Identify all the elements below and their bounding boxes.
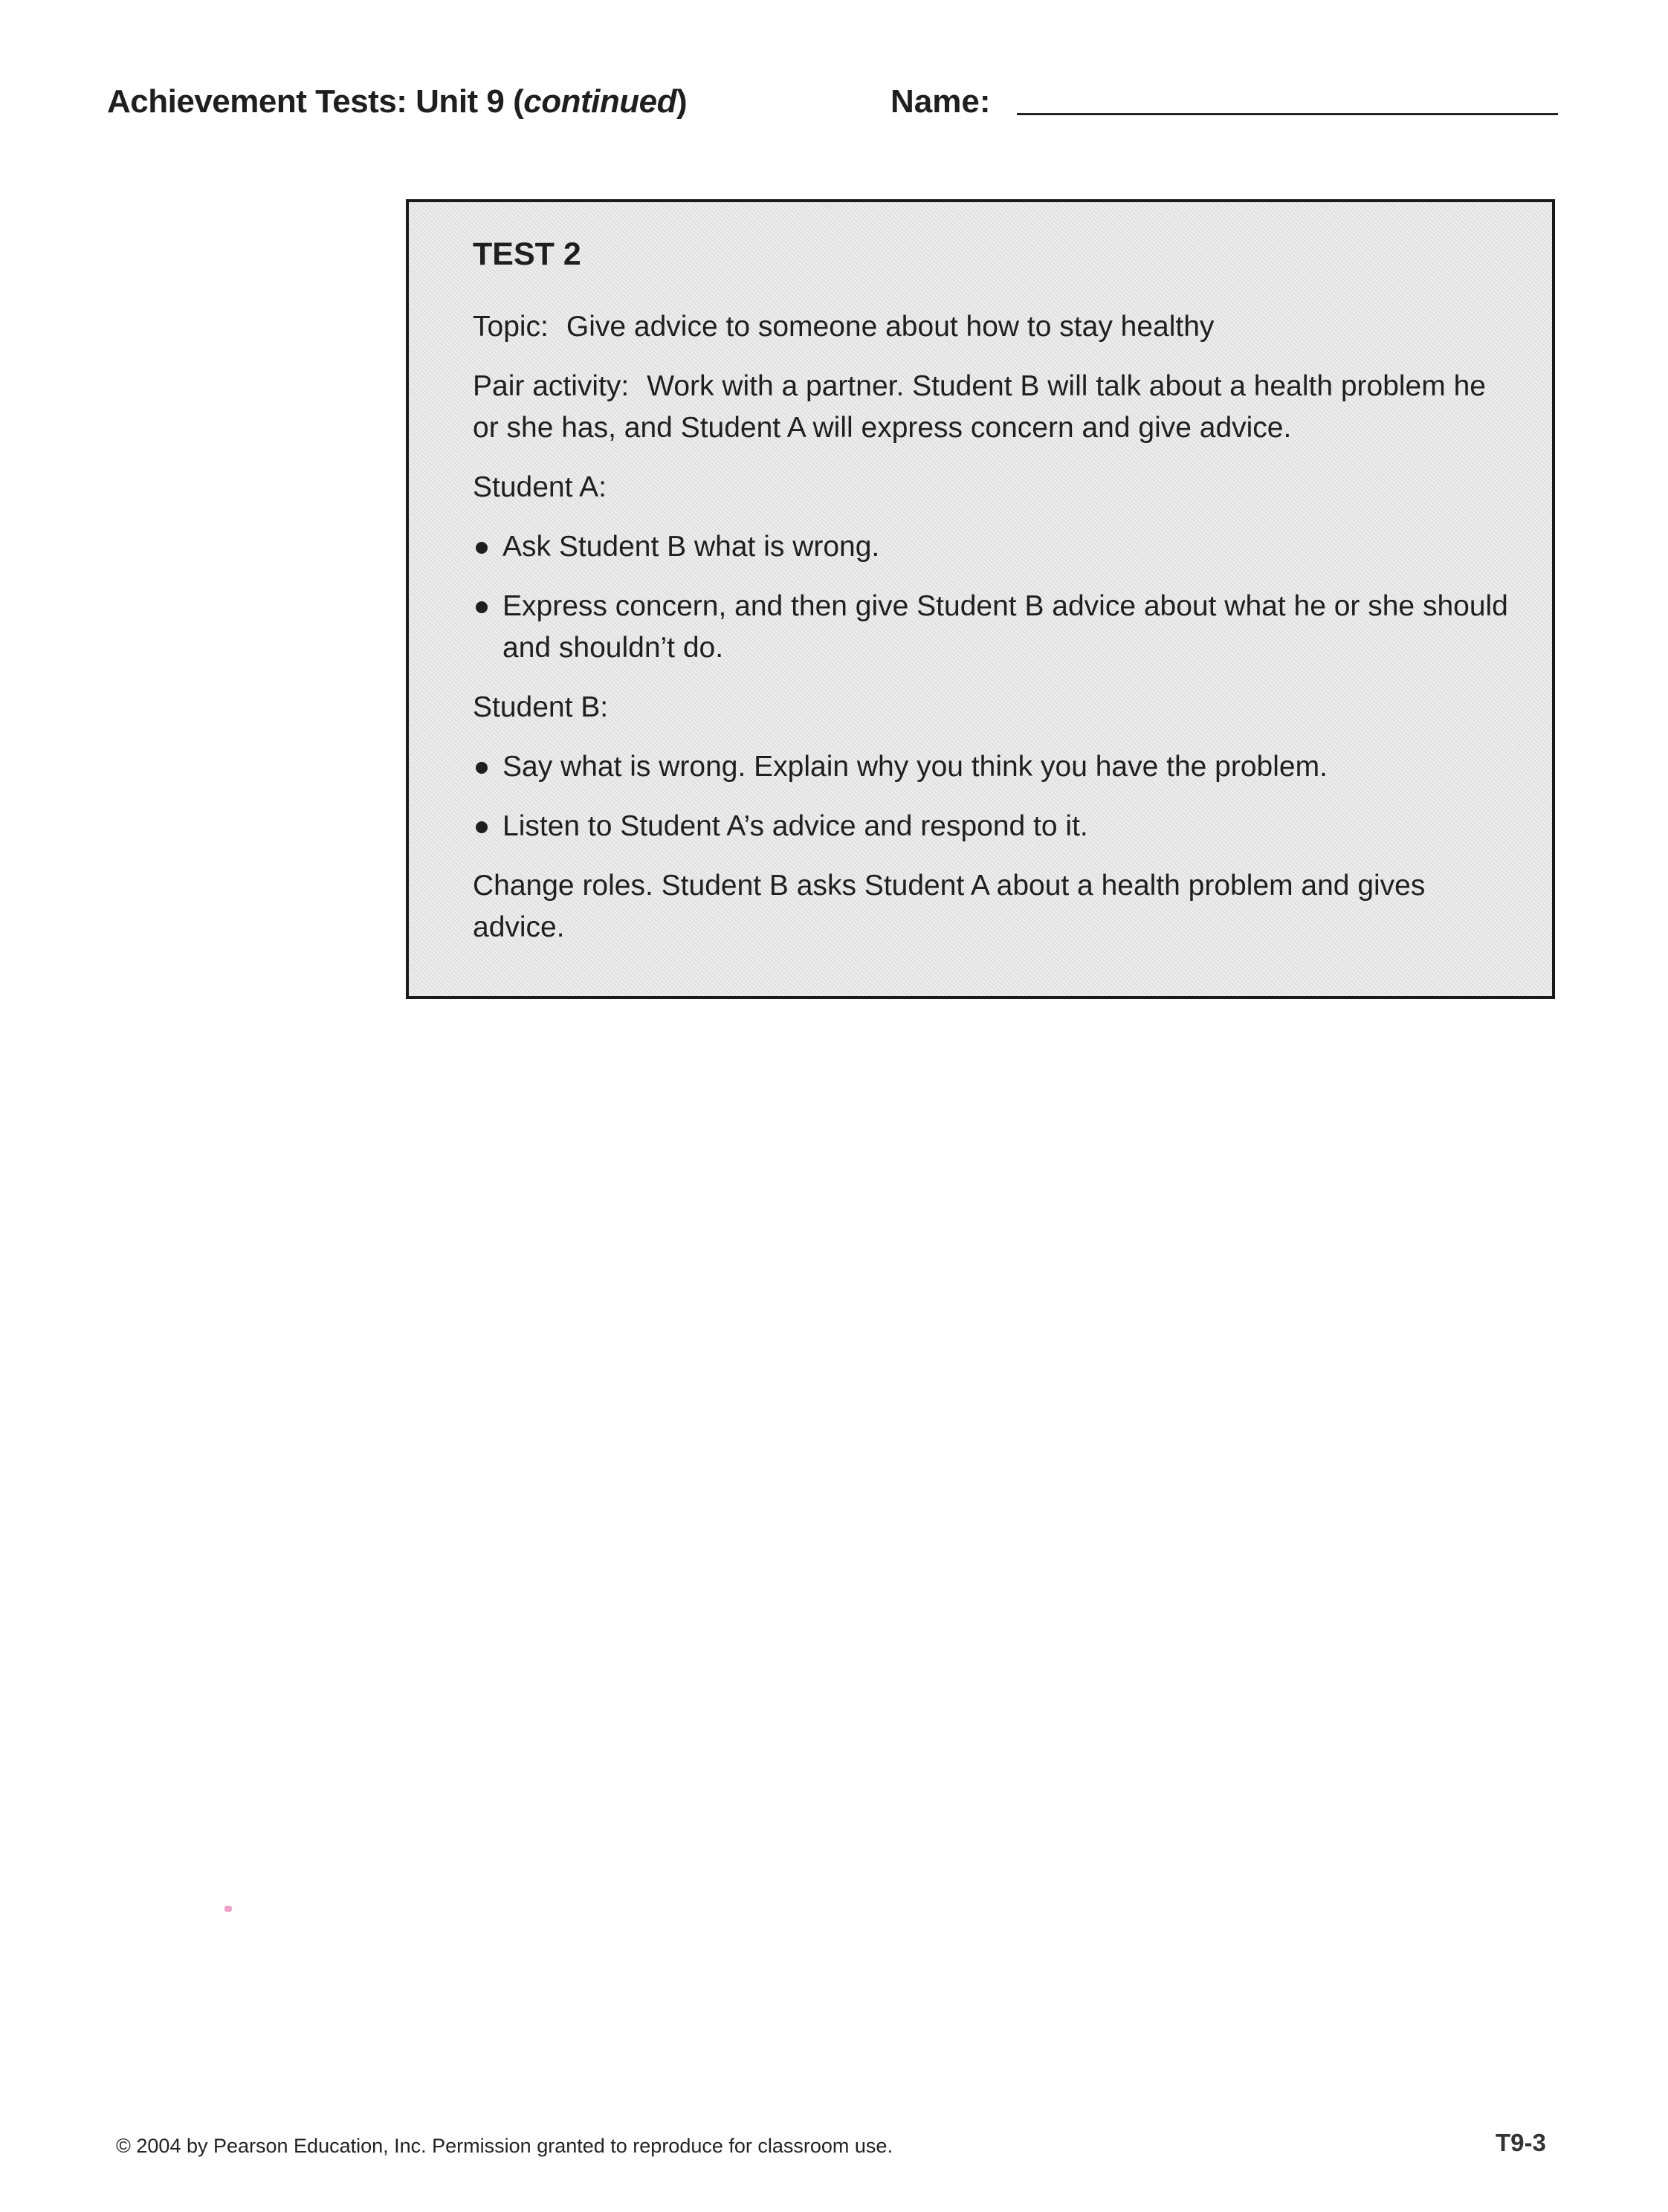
name-label: Name: <box>890 83 991 120</box>
bullet-text: Express concern, and then give Student B advice about what he or she should and shouldn’t do. <box>502 590 1508 664</box>
topic-text: Give advice to someone about how to stay healthy <box>566 311 1215 343</box>
title-italic: continued <box>523 83 676 120</box>
list-item <box>473 586 1510 669</box>
bullet-icon <box>476 762 488 774</box>
bullet-icon <box>476 821 488 833</box>
list-item <box>473 746 1510 788</box>
topic-line <box>473 306 1510 348</box>
copyright-notice: © 2004 by Pearson Education, Inc. Permission granted to reproduce for classroom use. <box>116 2135 893 2157</box>
bullet-text: Say what is wrong. Explain why you think you have the problem. <box>502 751 1328 783</box>
topic-label: Topic: <box>473 311 549 343</box>
name-field-line[interactable] <box>1017 113 1558 115</box>
pair-activity-line <box>473 366 1510 449</box>
bullet-icon <box>476 542 488 554</box>
title-prefix: Achievement Tests: Unit 9 ( <box>107 83 524 120</box>
bullet-icon <box>476 601 488 613</box>
student-b-heading: Student B: <box>473 691 609 723</box>
bullet-text: Ask Student B what is wrong. <box>502 531 880 563</box>
page-title <box>107 83 687 120</box>
list-item <box>473 526 1510 568</box>
change-roles-text: Change roles. Student B asks Student A about a health problem and gives advice. <box>473 870 1426 943</box>
list-item <box>473 806 1510 847</box>
page-number: T9-3 <box>1496 2129 1546 2156</box>
pair-activity-text: Work with a partner. Student B will talk about a health problem he or she has, and Student A will express concern and give advice. <box>473 370 1486 444</box>
test-box <box>406 199 1555 999</box>
stray-mark <box>224 1906 232 1912</box>
page-header <box>107 83 1557 135</box>
title-suffix: ) <box>676 83 688 120</box>
bullet-text: Listen to Student A’s advice and respond to it. <box>502 810 1088 842</box>
pair-activity-label: Pair activity: <box>473 370 630 402</box>
test-title: TEST 2 <box>473 236 581 272</box>
student-a-heading: Student A: <box>473 471 607 503</box>
